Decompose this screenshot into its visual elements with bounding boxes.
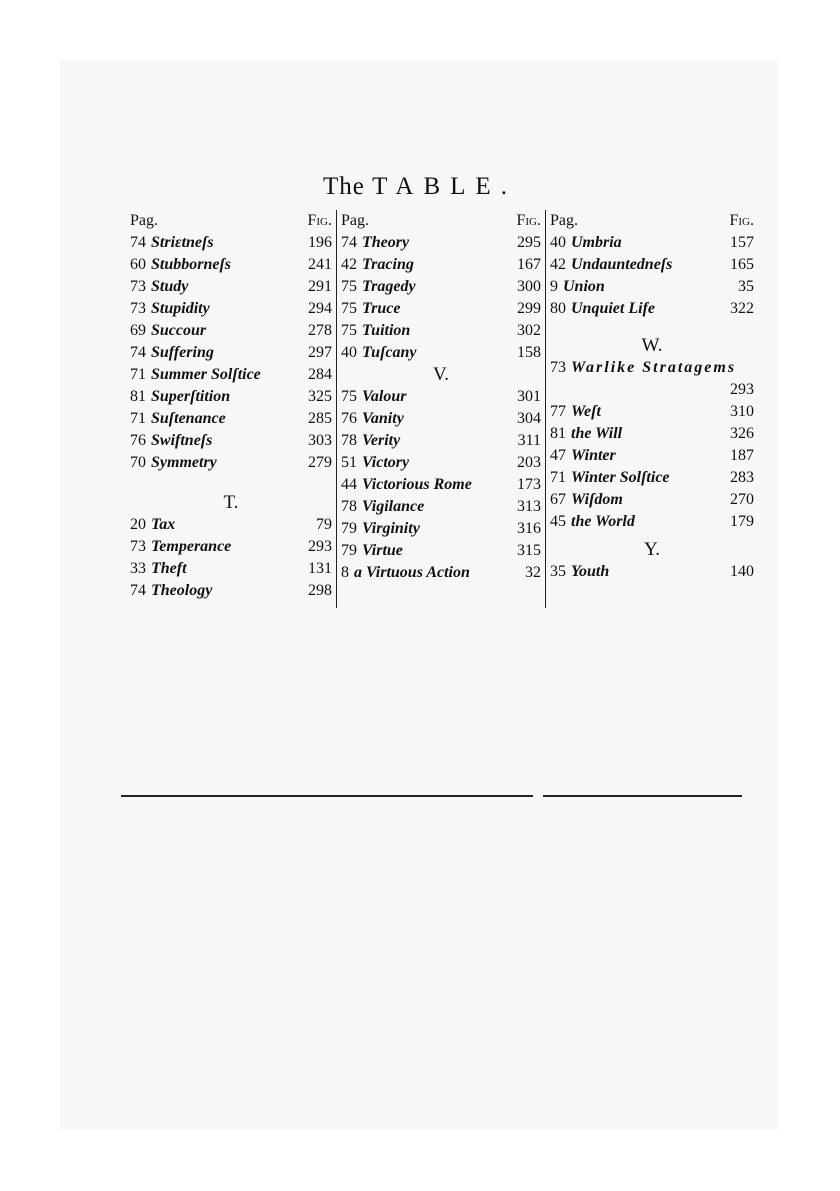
- entry-page: 75: [341, 278, 357, 295]
- section-letter-w: W.: [641, 335, 663, 356]
- entry-figure: 167: [517, 256, 541, 273]
- index-entry: [126, 580, 336, 602]
- index-entry: [337, 518, 545, 540]
- pag-header: Pag.: [341, 212, 369, 229]
- entry-figure: 299: [517, 300, 541, 317]
- entry-figure: 302: [517, 322, 541, 339]
- entry-page: 80: [550, 300, 566, 317]
- entry-page: 42: [550, 256, 566, 273]
- index-entry: [546, 489, 758, 511]
- entry-figure: 279: [308, 454, 332, 471]
- entry-page: 33: [130, 560, 146, 577]
- entry-term: Tuſcany: [362, 344, 417, 361]
- entry-figure: 315: [517, 542, 541, 559]
- entry-term: Swiftneſs: [151, 432, 213, 449]
- entry-term: Theory: [362, 234, 410, 251]
- index-entry-fig: [546, 379, 758, 401]
- entry-term: Victory: [362, 454, 410, 471]
- index-entry: [126, 386, 336, 408]
- index-entry: [337, 540, 545, 562]
- index-entry: [337, 562, 545, 584]
- entry-term: Virtue: [362, 542, 403, 559]
- entry-term: Winter: [571, 447, 616, 464]
- entry-term: Temperance: [151, 538, 232, 555]
- entry-page: 73: [130, 300, 146, 317]
- entry-page: 20: [130, 516, 146, 533]
- entry-figure: 131: [308, 560, 332, 577]
- entry-page: 74: [130, 582, 146, 599]
- index-entry: [337, 430, 545, 452]
- entry-page: 75: [341, 388, 357, 405]
- column-header: [126, 210, 336, 232]
- entry-figure: 316: [517, 520, 541, 537]
- entry-figure: 311: [517, 432, 541, 449]
- index-entry: [126, 254, 336, 276]
- entry-figure: 284: [308, 366, 332, 383]
- entry-figure: 179: [730, 513, 754, 530]
- entry-term: Weſt: [571, 403, 601, 420]
- index-entry: [337, 452, 545, 474]
- entry-term: Union: [563, 278, 605, 295]
- pag-header: Pag.: [130, 212, 158, 229]
- entry-term: Striɛtneſs: [151, 234, 214, 251]
- entry-page: 73: [130, 538, 146, 555]
- index-entry: [126, 514, 336, 536]
- index-entry: [337, 408, 545, 430]
- entry-term: Tax: [151, 516, 176, 533]
- entry-page: 51: [341, 454, 357, 471]
- index-entry: [546, 561, 758, 583]
- entry-figure: 325: [308, 388, 332, 405]
- entry-term: Stubborneſs: [151, 256, 232, 273]
- entry-page: 35: [550, 563, 566, 580]
- entry-figure: 187: [730, 447, 754, 464]
- entry-term: Undauntedneſs: [571, 256, 673, 273]
- index-entry: [126, 430, 336, 452]
- entry-figure: 295: [517, 234, 541, 251]
- index-entry: [337, 496, 545, 518]
- entry-term: Umbria: [571, 234, 622, 251]
- entry-page: 81: [130, 388, 146, 405]
- entry-term: Unquiet Life: [571, 300, 655, 317]
- entry-figure: 301: [517, 388, 541, 405]
- title-the: The: [323, 173, 365, 200]
- entry-figure: 35: [738, 278, 754, 295]
- index-entry: [337, 342, 545, 364]
- entry-figure: 326: [730, 425, 754, 442]
- entry-page: 78: [341, 498, 357, 515]
- entry-page: 75: [341, 300, 357, 317]
- index-entry: [126, 408, 336, 430]
- divider-rule: [121, 795, 533, 797]
- entry-term: Youth: [571, 563, 610, 580]
- entry-page: 71: [130, 410, 146, 427]
- column-header: [337, 210, 545, 232]
- entry-term: Summer Solſtice: [151, 366, 261, 383]
- entry-figure: 157: [730, 234, 754, 251]
- divider-rule: [543, 795, 742, 797]
- index-entry: [337, 276, 545, 298]
- entry-figure: 203: [517, 454, 541, 471]
- entry-term: Theology: [151, 582, 213, 599]
- index-entry: [126, 298, 336, 320]
- entry-page: 45: [550, 513, 566, 530]
- index-entry: [126, 276, 336, 298]
- entry-figure: 140: [730, 563, 754, 580]
- entry-page: 70: [130, 454, 146, 471]
- entry-page: 67: [550, 491, 566, 508]
- entry-page: 9: [550, 278, 558, 295]
- index-entry: [546, 357, 758, 379]
- entry-figure: 270: [730, 491, 754, 508]
- entry-term: Tracing: [362, 256, 414, 273]
- entry-page: 76: [341, 410, 357, 427]
- entry-figure: 313: [517, 498, 541, 515]
- entry-figure: 304: [517, 410, 541, 427]
- entry-term: Theft: [151, 560, 187, 577]
- entry-page: 69: [130, 322, 146, 339]
- index-entry: [337, 254, 545, 276]
- entry-page: 79: [341, 542, 357, 559]
- entry-page: 81: [550, 425, 566, 442]
- entry-page: 74: [341, 234, 357, 251]
- entry-term: the World: [571, 513, 635, 530]
- index-entry: [546, 232, 758, 254]
- section-letter-y: Y.: [643, 539, 661, 560]
- entry-term: Vanity: [362, 410, 404, 427]
- entry-page: 76: [130, 432, 146, 449]
- index-entry: [546, 298, 758, 320]
- index-column-3: [545, 210, 758, 608]
- fig-header: Fig.: [307, 212, 332, 229]
- pag-header: Pag.: [550, 212, 578, 229]
- index-entry: [126, 320, 336, 342]
- section-letter-t: T.: [223, 492, 239, 513]
- entry-page: 60: [130, 256, 146, 273]
- index-entry: [337, 298, 545, 320]
- entry-figure: 322: [730, 300, 754, 317]
- entry-page: 74: [130, 234, 146, 251]
- index-entry: [337, 386, 545, 408]
- entry-figure: 297: [308, 344, 332, 361]
- entry-figure: 241: [308, 256, 332, 273]
- entry-term: Virginity: [362, 520, 420, 537]
- entry-figure: 285: [308, 410, 332, 427]
- index-entry: [126, 232, 336, 254]
- index-entry: [337, 232, 545, 254]
- entry-page: 8: [341, 564, 349, 581]
- fig-header: Fig.: [729, 212, 754, 229]
- index-entry: [546, 276, 758, 298]
- entry-page: 44: [341, 476, 357, 493]
- entry-term: Superſtition: [151, 388, 231, 405]
- section-letter-v: V.: [432, 364, 450, 385]
- entry-page: 75: [341, 322, 357, 339]
- index-column-2: [336, 210, 545, 608]
- title-table: TABLE.: [372, 173, 517, 200]
- entry-figure: 303: [308, 432, 332, 449]
- entry-figure: 283: [730, 469, 754, 486]
- entry-page: 71: [130, 366, 146, 383]
- entry-page: 78: [341, 432, 357, 449]
- entry-figure: 79: [316, 516, 332, 533]
- fig-header: Fig.: [516, 212, 541, 229]
- entry-term: Victorious Rome: [362, 476, 472, 493]
- entry-figure: 293: [308, 538, 332, 555]
- index-entry: [546, 467, 758, 489]
- entry-page: 40: [341, 344, 357, 361]
- entry-page: 73: [130, 278, 146, 295]
- entry-figure: 291: [308, 278, 332, 295]
- entry-term: Vigilance: [362, 498, 425, 515]
- entry-page: 71: [550, 469, 566, 486]
- entry-page: 77: [550, 403, 566, 420]
- index-entry: [126, 558, 336, 580]
- index-entry: [546, 445, 758, 467]
- entry-page: 74: [130, 344, 146, 361]
- entry-page: 47: [550, 447, 566, 464]
- entry-term: Truce: [362, 300, 401, 317]
- entry-term: Verity: [362, 432, 401, 449]
- index-entry: [126, 536, 336, 558]
- entry-figure: 158: [517, 344, 541, 361]
- index-entry: [546, 423, 758, 445]
- entry-figure: 293: [730, 381, 754, 398]
- entry-term: Study: [151, 278, 189, 295]
- entry-term: Suffering: [151, 344, 214, 361]
- entry-term: Tragedy: [362, 278, 416, 295]
- entry-term: Succour: [151, 322, 207, 339]
- entry-figure: 173: [517, 476, 541, 493]
- index-entry: [337, 474, 545, 496]
- entry-page: 40: [550, 234, 566, 251]
- entry-term: the Will: [571, 425, 623, 442]
- entry-term: Warlike Stratagems: [571, 359, 737, 376]
- entry-term: Stupidity: [151, 300, 210, 317]
- entry-figure: 278: [308, 322, 332, 339]
- entry-figure: 196: [308, 234, 332, 251]
- index-entry: [126, 452, 336, 474]
- entry-term: Wiſdom: [571, 491, 623, 508]
- entry-figure: 165: [730, 256, 754, 273]
- page-title: [0, 173, 840, 201]
- entry-term: Symmetry: [151, 454, 217, 471]
- entry-term: Valour: [362, 388, 407, 405]
- entry-term: Tuition: [362, 322, 411, 339]
- index-entry: [126, 342, 336, 364]
- index-entry: [546, 254, 758, 276]
- entry-figure: 32: [525, 564, 541, 581]
- entry-figure: 300: [517, 278, 541, 295]
- index-entry: [546, 511, 758, 533]
- entry-page: 73: [550, 359, 566, 376]
- entry-page: 42: [341, 256, 357, 273]
- entry-figure: 294: [308, 300, 332, 317]
- entry-figure: 310: [730, 403, 754, 420]
- index-entry: [337, 320, 545, 342]
- index-column-1: [126, 210, 336, 602]
- index-entry: [546, 401, 758, 423]
- entry-figure: 298: [308, 582, 332, 599]
- index-entry: [126, 364, 336, 386]
- entry-term: Suſtenance: [151, 410, 226, 427]
- entry-page: 79: [341, 520, 357, 537]
- entry-term: a Virtuous Action: [354, 564, 470, 581]
- column-header: [546, 210, 758, 232]
- entry-term: Winter Solſtice: [571, 469, 670, 486]
